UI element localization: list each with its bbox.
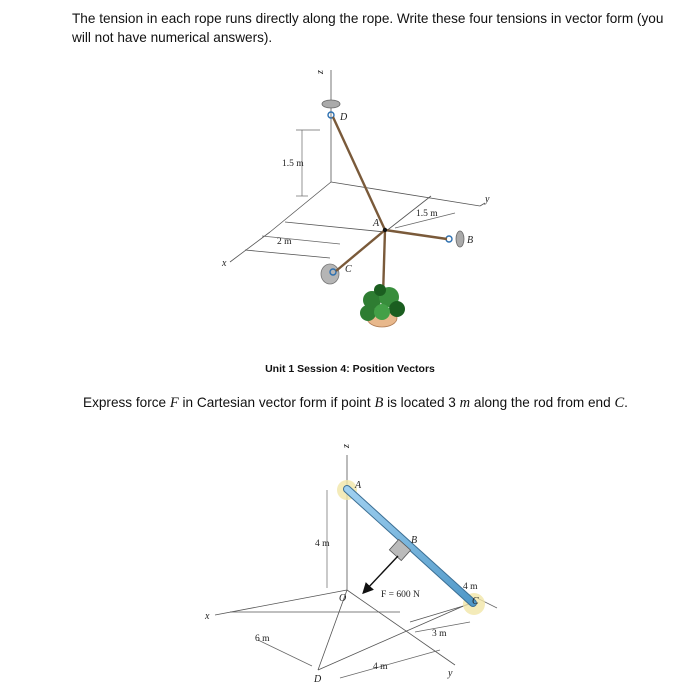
rope-ac (336, 230, 385, 271)
dim-right-label: 4 m (463, 582, 478, 592)
var-c: C (614, 395, 625, 411)
problem2-statement: Express force F in Cartesian vector form if point B is located 3 m along the rod from end C. (83, 395, 628, 411)
plant-icon (360, 284, 405, 321)
figure1-rope-diagram (0, 50, 700, 390)
problem1-statement: The tension in each rope runs directly along the rope. Write these four tensions in vector form (you will not have numerical answers). (72, 11, 664, 45)
ground-grid-line (245, 250, 330, 258)
dim-line (262, 236, 340, 244)
axis-y-label: y (485, 194, 490, 205)
axis-z-label: z (315, 70, 326, 74)
point-b-label: B (467, 235, 474, 246)
figure2-rod-diagram (0, 430, 700, 700)
ring-b-icon (456, 231, 464, 247)
var-f: F (169, 395, 179, 411)
dim-6-label: 6 m (255, 634, 270, 644)
section-heading: Unit 1 Session 4: Position Vectors (265, 363, 435, 375)
rope-ab (385, 230, 447, 239)
ground-grid-line (285, 222, 385, 232)
ring-d-icon (322, 100, 340, 108)
force-label: F = 600 N (381, 590, 420, 600)
axis-x-label: x (205, 611, 210, 622)
dim-bottom-label: 4 m (373, 662, 388, 672)
dim-3-label: 3 m (432, 629, 447, 639)
ground-line (270, 182, 331, 232)
knot-a-icon (383, 228, 387, 232)
dim-height-label: 1.5 m (282, 159, 304, 169)
rod (347, 489, 473, 603)
point-a-label: A (373, 218, 380, 229)
axis-y-label: y (448, 668, 453, 679)
force-arrow-icon (366, 556, 398, 590)
dim-x-label: 2 m (277, 237, 292, 247)
x-axis-line (215, 590, 347, 615)
dim-height-label: 4 m (315, 539, 330, 549)
point-b-label: B (411, 535, 418, 546)
point-d-label: D (314, 674, 322, 685)
var-m: m (459, 395, 471, 411)
point-c-label: C (345, 264, 352, 275)
dim-y-label: 1.5 m (416, 209, 438, 219)
ground-grid-line (410, 604, 470, 622)
axis-z-label: z (341, 444, 352, 448)
rope-ad (333, 117, 385, 230)
axis-x-label: x (222, 258, 227, 269)
dim-line (340, 650, 440, 678)
point-d-label: D (340, 112, 348, 123)
point-a-label: A (355, 480, 362, 491)
var-b: B (374, 395, 384, 411)
y-axis-line (331, 182, 480, 206)
point-o-label: O (339, 593, 347, 604)
point-c-label: C (472, 596, 479, 607)
